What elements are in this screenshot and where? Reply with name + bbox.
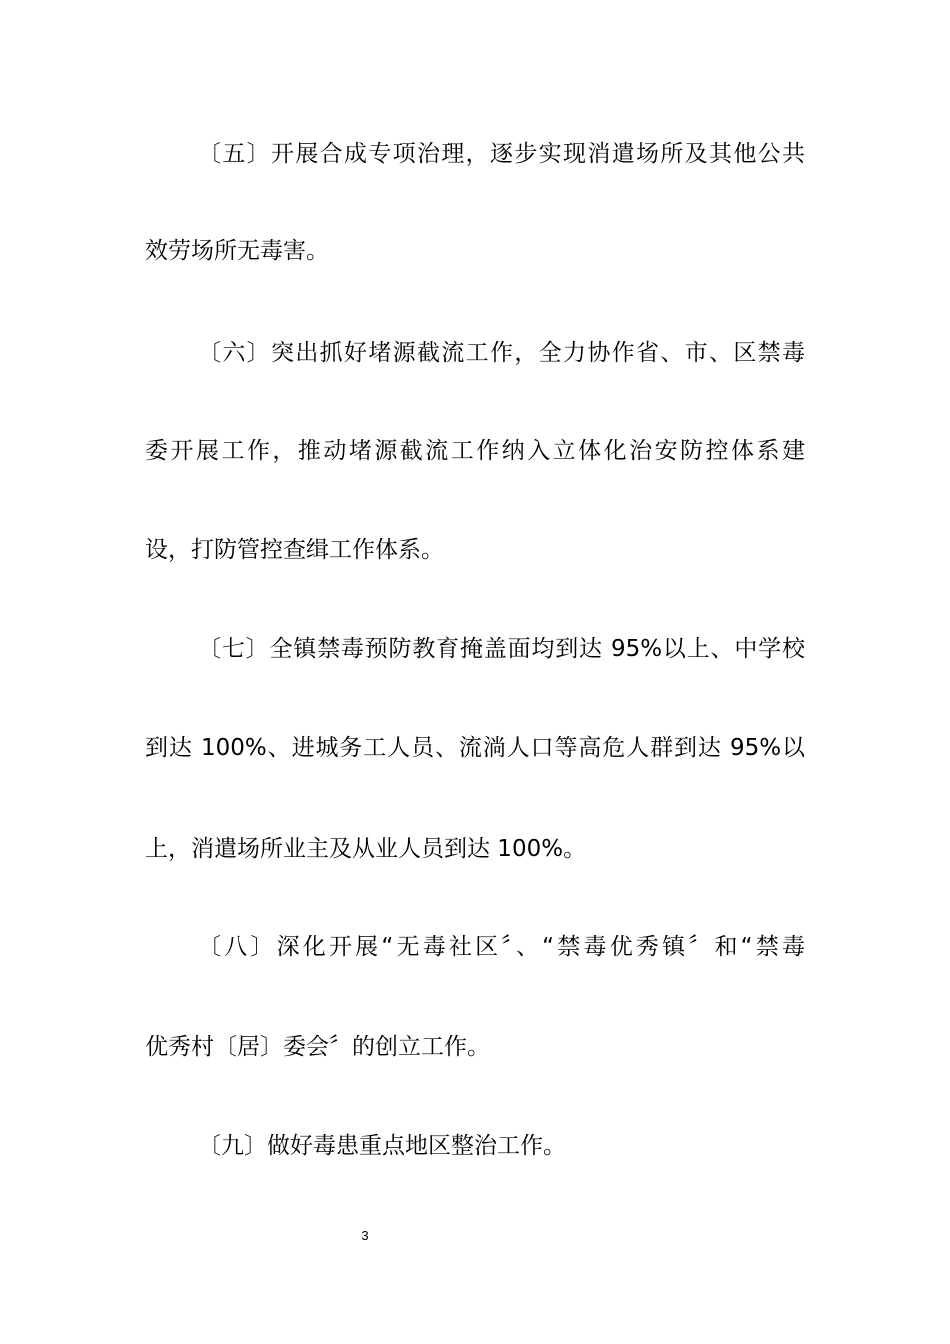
paragraph-6-line-2: 委开展工作，推动堵源截流工作纳入立体化治安防控体系建 (145, 438, 805, 464)
page-number: 3 (361, 1228, 369, 1243)
paragraph-5-line-2: 效劳场所无毒害。 (145, 238, 329, 264)
paragraph-6-line-3: 设，打防管控查缉工作体系。 (145, 537, 444, 563)
paragraph-7-line-2: 到达 100%、进城务工人员、流淌人口等高危人群到达 95%以 (145, 735, 805, 761)
paragraph-7-line-1: 〔七〕全镇禁毒预防教育掩盖面均到达 95%以上、中学校 (198, 636, 805, 662)
paragraph-8-line-1: 〔八〕深化开展“无毒社区〞、“禁毒优秀镇〞和“禁毒 (198, 934, 805, 960)
paragraph-8-line-2: 优秀村〔居〕委会〞的创立工作。 (145, 1034, 490, 1060)
paragraph-7-line-3: 上，消遣场所业主及从业人员到达 100%。 (145, 836, 587, 862)
paragraph-5-line-1: 〔五〕开展合成专项治理，逐步实现消遣场所及其他公共 (198, 141, 805, 167)
paragraph-6-line-1: 〔六〕突出抓好堵源截流工作，全力协作省、市、区禁毒 (198, 340, 805, 366)
paragraph-9-line-1: 〔九〕做好毒患重点地区整治工作。 (198, 1133, 566, 1159)
